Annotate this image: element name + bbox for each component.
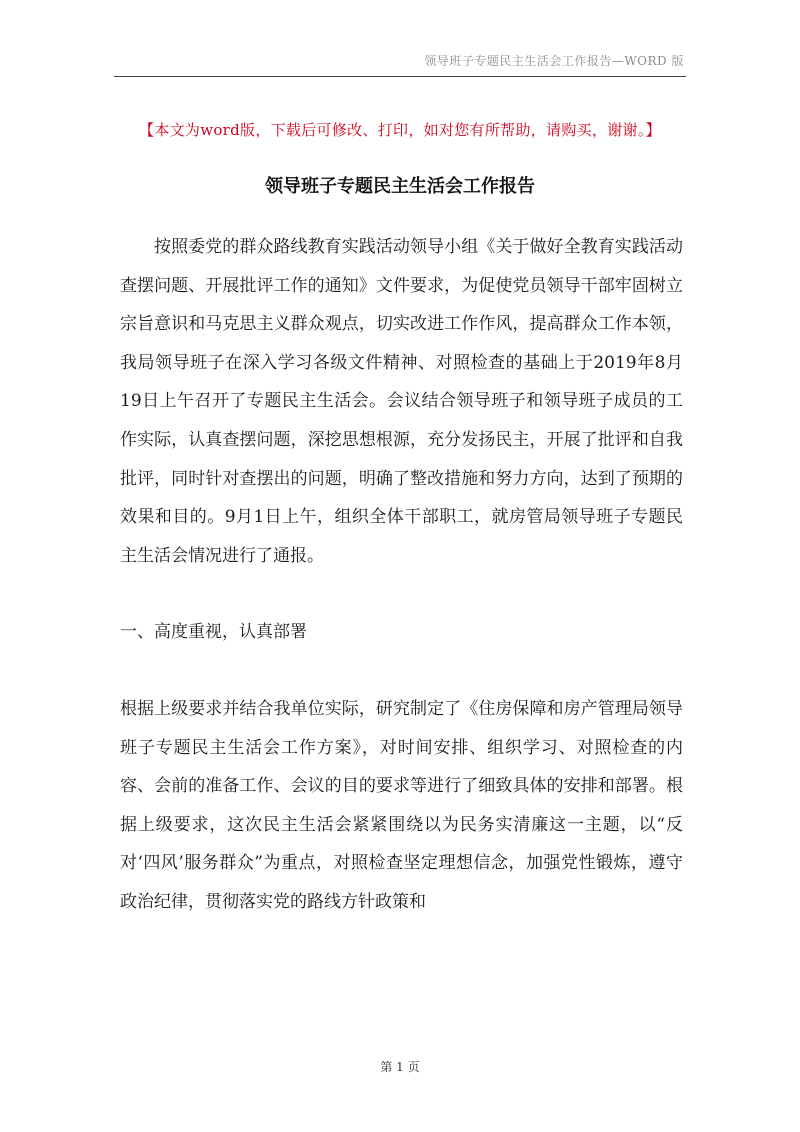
- section-paragraph: 根据上级要求并结合我单位实际，研究制定了《住房保障和房产管理局领导班子专题民主生活会工作方案》，对时间安排、组织学习、对照检查的内容、会前的准备工作、会议的目的要求等进行了细致具体的安排和部署。根据上级要求，这次民主生活会紧紧围绕以为民务实清廉这一主题，以“反对‘四风’服务群众”为重点，对照检查坚定理想信念，加强党性锻炼，遵守政治纪律，贯彻落实党的路线方针政策和: [120, 698, 683, 912]
- document-title: 领导班子专题民主生活会工作报告: [265, 176, 535, 197]
- running-header: 领导班子专题民主生活会工作报告—WORD 版: [424, 54, 684, 68]
- purchase-notice: 【本文为word版，下载后可修改、打印，如对您有所帮助，请购买，谢谢。】: [139, 121, 661, 139]
- section-heading: 一、高度重视，认真部署: [120, 622, 307, 643]
- header-divider: [114, 76, 686, 77]
- intro-paragraph: 按照委党的群众路线教育实践活动领导小组《关于做好全教育实践活动查摆问题、开展批评工作的通知》文件要求，为促使党员领导干部牢固树立宗旨意识和马克思主义群众观点，切实改进工作作风，提高群众工作本领，我局领导班子在深入学习各级文件精神、对照检查的基础上于2019年8月19日上午召开了专题民主生活会。会议结合领导班子和领导班子成员的工作实际，认真查摆问题，深挖思想根源，充分发扬民主，开展了批评和自我批评，同时针对查摆出的问题，明确了整改措施和努力方向，达到了预期的效果和目的。9月1日上午，组织全体干部职工，就房管局领导班子专题民主生活会情况进行了通报。: [120, 237, 683, 566]
- page-number: 第 1 页: [380, 1060, 420, 1074]
- document-body: [120, 228, 683, 922]
